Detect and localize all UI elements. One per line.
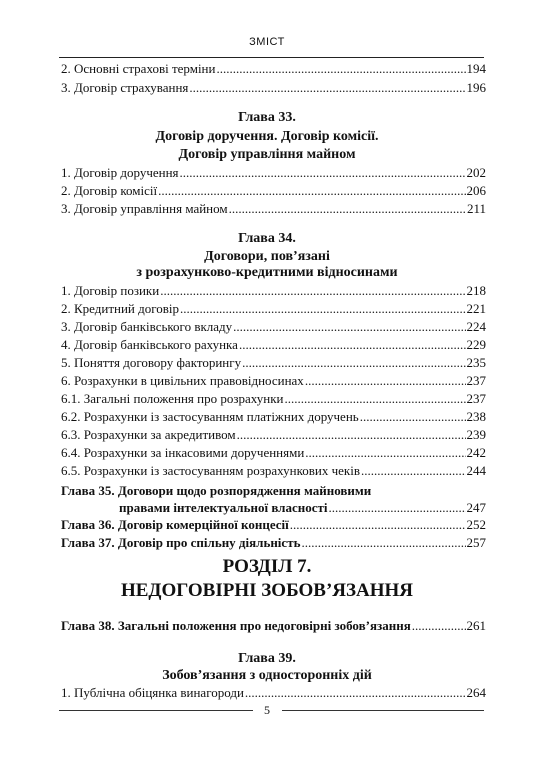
toc-row[interactable] <box>61 182 486 199</box>
toc-leader <box>361 462 466 479</box>
toc-leader <box>158 182 465 199</box>
toc-page: 206 <box>466 183 486 198</box>
toc-row[interactable] <box>61 684 486 701</box>
toc-page: 211 <box>466 201 486 216</box>
toc-leader <box>412 617 466 634</box>
toc-title: 3. Договір банківського вкладу <box>61 319 233 334</box>
chapter-33-number: Глава 33. <box>238 110 296 125</box>
toc-title: 2. Договір комісії <box>61 183 158 198</box>
chapter-34-title-line1: Договори, пов’язані <box>204 249 330 264</box>
toc-row[interactable] <box>61 372 486 389</box>
toc-leader <box>301 534 465 551</box>
header-rule <box>59 57 484 58</box>
toc-title: 1. Договір доручення <box>61 165 179 180</box>
toc-title: 6.4. Розрахунки за інкасовими дорученнями <box>61 445 305 460</box>
toc-row[interactable] <box>61 79 486 96</box>
chapter-33-title-line2: Договір управління майном <box>178 147 356 162</box>
section-7-title: НЕДОГОВІРНІ ЗОБОВ’ЯЗАННЯ <box>120 580 414 601</box>
toc-leader <box>229 200 466 217</box>
toc-title: 6.1. Загальні положення про розрахунки <box>61 391 284 406</box>
toc-leader <box>245 684 466 701</box>
toc-row[interactable] <box>61 200 486 217</box>
toc-page: 257 <box>466 535 486 550</box>
toc-title: Глава 36. Договір комерційної концесії <box>61 517 289 532</box>
toc-title: 3. Договір страхування <box>61 80 189 95</box>
chapter-34-title-line2: з розрахунково-кредитними відносинами <box>136 265 398 280</box>
toc-leader <box>237 426 466 443</box>
toc-page: 194 <box>466 61 486 76</box>
toc-page: 235 <box>466 355 486 370</box>
toc-page: 196 <box>466 80 486 95</box>
toc-row[interactable] <box>61 499 486 516</box>
toc-title: 2. Кредитний договір <box>61 301 180 316</box>
toc-page: 221 <box>466 301 486 316</box>
toc-leader <box>180 164 466 181</box>
toc-page: 218 <box>466 283 486 298</box>
toc-page: 237 <box>466 373 486 388</box>
toc-row[interactable] <box>61 444 486 461</box>
toc-page: 261 <box>466 618 486 633</box>
toc-leader <box>216 60 465 77</box>
chapter-39-number: Глава 39. <box>238 651 296 666</box>
toc-leader <box>180 300 465 317</box>
toc-title: 1. Публічна обіцянка винагороди <box>61 685 244 700</box>
toc-row[interactable] <box>61 534 486 551</box>
toc-row[interactable] <box>61 336 486 353</box>
toc-title: 4. Договір банківського рахунка <box>61 337 238 352</box>
toc-page: 247 <box>466 500 486 515</box>
toc-leader <box>239 336 466 353</box>
toc-leader <box>360 408 466 425</box>
toc-page: 264 <box>466 685 486 700</box>
toc-leader <box>242 354 465 371</box>
toc-page: 238 <box>466 409 486 424</box>
toc-row[interactable] <box>61 426 486 443</box>
toc-title: 3. Договір управління майном <box>61 201 228 216</box>
toc-title: 1. Договір позики <box>61 283 160 298</box>
toc-title: 6.5. Розрахунки із застосуванням розрахункових чеків <box>61 463 360 478</box>
toc-row[interactable] <box>61 282 486 299</box>
toc-leader <box>290 516 466 533</box>
footer-rule-right <box>282 710 484 712</box>
toc-row[interactable] <box>61 60 486 77</box>
toc-leader <box>233 318 465 335</box>
toc-page: 244 <box>466 463 486 478</box>
page-number: 5 <box>264 703 270 717</box>
toc-title: правами інтелектуальної власності <box>119 500 328 515</box>
toc-title: 5. Поняття договору факторингу <box>61 355 242 370</box>
toc-leader <box>160 282 465 299</box>
toc-page: 224 <box>466 319 486 334</box>
toc-row[interactable] <box>61 318 486 335</box>
toc-page: 239 <box>466 427 486 442</box>
toc-row[interactable] <box>61 516 486 533</box>
toc-page: 229 <box>466 337 486 352</box>
toc-row[interactable] <box>61 390 486 407</box>
toc-page: 202 <box>466 165 486 180</box>
toc-leader <box>329 499 466 516</box>
toc-leader <box>285 390 466 407</box>
running-header: ЗМІСТ <box>249 36 285 48</box>
toc-page: 237 <box>466 391 486 406</box>
toc-title: 6.3. Розрахунки за акредитивом <box>61 427 236 442</box>
chapter-34-number: Глава 34. <box>238 231 296 246</box>
toc-leader <box>189 79 465 96</box>
toc-title: Глава 38. Загальні положення про недоговірні зобов’язання <box>61 618 411 633</box>
toc-title: 6. Розрахунки в цивільних правовідносинах <box>61 373 304 388</box>
toc-title: Глава 37. Договір про спільну діяльність <box>61 535 301 550</box>
toc-leader <box>305 372 466 389</box>
toc-row[interactable] <box>61 300 486 317</box>
toc-row[interactable] <box>61 164 486 181</box>
toc-title: 6.2. Розрахунки із застосуванням платіжних доручень <box>61 409 359 424</box>
toc-row[interactable] <box>61 354 486 371</box>
toc-page: 252 <box>466 517 486 532</box>
toc-leader <box>305 444 465 461</box>
toc-row[interactable] <box>61 617 486 634</box>
toc-page: 242 <box>466 445 486 460</box>
chapter-39-title: Зобов’язання з односторонніх дій <box>162 668 372 683</box>
chapter-35-line1[interactable]: Глава 35. Договори щодо розпорядження майновими <box>61 483 372 498</box>
chapter-33-title-line1: Договір доручення. Договір комісії. <box>155 129 379 144</box>
toc-title: 2. Основні страхові терміни <box>61 61 216 76</box>
section-7-number: РОЗДІЛ 7. <box>222 556 312 577</box>
toc-row[interactable] <box>61 462 486 479</box>
toc-row[interactable] <box>61 408 486 425</box>
